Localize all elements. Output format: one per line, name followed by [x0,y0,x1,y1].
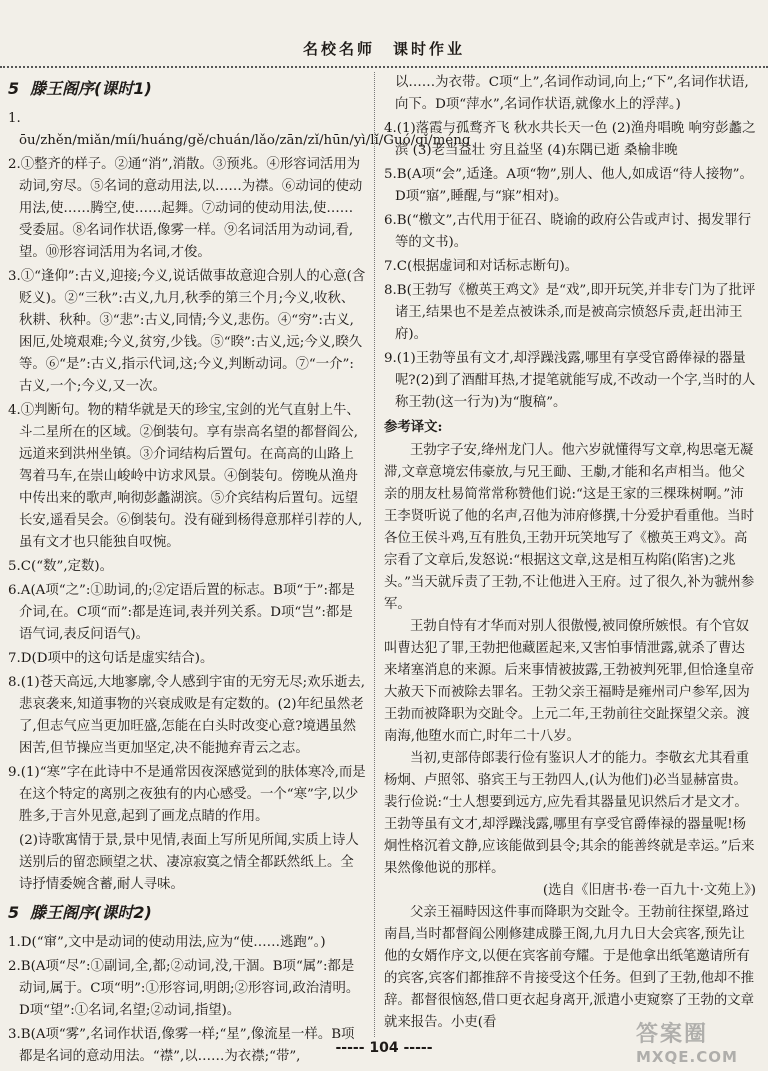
answer-9-1: 9.(1)“寒”字在此诗中不是通常因夜深感觉到的肤体寒冷,而是在这个特定的离别之夜独有的内心感受。一个“寒”字,以少胜多,于言外见意,起到了画龙点睛的作用。 [8,765,366,824]
answer-s2-3-cont: 以……为衣带。C项“上”,名词作动词,向上;“下”,名词作状语,向下。D项“萍水”,名词作状语,就像水上的浮萍。) [395,75,749,112]
answer-s2-7: 7.C(根据虚词和对话标志断句)。 [384,259,579,274]
translation-source: (选自《旧唐书·卷一百九十·文苑上》) [542,883,756,898]
section-title-text: 滕王阁序(课时2) [30,903,152,922]
answer-9-2: (2)诗歌寓情于景,景中见情,表面上写所见所闻,实质上诗人送别后的留恋顾望之状、凄凉寂寞之情全都跃然纸上。全诗抒情委婉含蓄,耐人寻味。 [19,833,359,892]
watermark-text: 答案圈 [636,1022,709,1047]
page-header [0,38,768,66]
translation-paragraph: 当初,吏部侍郎裴行俭有鉴识人才的能力。李敬玄尤其看重杨炯、卢照邻、骆宾王与王勃四人,(认为他们)必当显赫富贵。裴行俭说:“士人想要到远方,应先看其器量见识然后才是文才。王勃等虽有文才,却浮躁浅露,哪里有享受官爵俸禄的器量呢!杨炯性格沉着文静,应该能做到县令;其余的能善终就是幸运。”后来果然像他说的那样。 [384,751,755,876]
section-number: 5 [8,79,20,98]
answer-3: 3.①“逢仰”:古义,迎接;今义,说话做事故意迎合别人的心意(含贬义)。②“三秋”:古义,九月,秋季的第三个月;今义,收秋、秋耕、秋种。③“悲”:古义,同情;今义,悲伤。④“穷”:古义,困厄,处境艰难;今义,贫穷,少钱。⑤“睽”:古义,远;今义,睽久等。⑥“是”:古义,指示代词,这;今义,判断动词。⑦“一介”:古义,一个;今义,又一次。 [8,269,366,394]
watermark-url: MXQE.COM [636,1048,738,1066]
right-column [384,72,756,1052]
answer-s2-1: 1.D(“窜”,文中是动词的使动用法,应为“使……逃跑”。) [8,935,326,950]
answer-7: 7.D(D项中的这句话是虚实结合)。 [8,651,214,666]
translation-paragraph: 王勃自恃有才华而对别人很傲慢,被同僚所嫉恨。有个官奴叫曹达犯了罪,王勃把他藏匿起来,又害怕事情泄露,就杀了曹达来堵塞消息的来源。后来事情被披露,王勃被判死罪,但恰逢皇帝大赦天下而被除去罪名。王勃父亲王福畤是雍州司户参军,因为王勃而被降职为交趾令。上元二年,王勃前往交趾探望父亲。渡南海,他堕水而亡,时年二十八岁。 [384,619,755,744]
answer-s2-2: 2.B(A项“尽”:①副词,全,都;②动词,没,干涸。B项“属”:都是动词,属于。C项“明”:①形容词,明朗;②形容词,政治清明。D项“望”:①名词,名望;②动词,指望)。 [8,959,360,1018]
translation-paragraph: 王勃字子安,绛州龙门人。他六岁就懂得写文章,构思毫无凝滞,文章意境宏伟豪放,与兄王勔、王勮,才能和名声相当。他父亲的朋友杜易简常常称赞他们说:“这是王家的三棵珠树啊。”沛王李贤听说了他的名声,召他为沛府修撰,十分爱护看重他。当时各位王侯斗鸡,互有胜负,王勃开玩笑地写了《檄英王鸡文》。高宗看了文章后,发怒说:“根据这文章,这是相互构陷(陷害)之兆头。”当天就斥责了王勃,不让他进入王府。过了很久,补为虢州参军。 [384,443,755,612]
answer-2: 2.①整齐的样子。②通“消”,消散。③预兆。④形容词活用为动词,穷尽。⑤名词的意动用法,以……为襟。⑥动词的使动用法,使……腾空,使……起舞。⑦动词的使动用法,使……受委屈。⑧名词作状语,像雾一样。⑨名词活用为动词,看,望。⑩形容词活用为名词,才俊。 [8,157,363,260]
column-divider [374,72,375,1037]
answer-6: 6.A(A项“之”:①助词,的;②定语后置的标志。B项“于”:都是介词,在。C项“而”:都是连词,表并列关系。D项“岂”:都是语气词,表反问语气)。 [8,583,355,642]
translation-paragraph: 父亲王福畤因这件事而降职为交趾令。王勃前往探望,路过南昌,当时都督阎公刚修建成滕王阁,九月九日大会宾客,预先让他的女婿作序文,以便在宾客前夸耀。于是他拿出纸笔邀请所有的宾客,宾客们都推辞不肯接受这个任务。但到了王勃,他却不推辞。都督很恼怒,借口更衣起身离开,派遣小吏窥察了王勃的文章就来报告。小吏(看 [384,905,755,1030]
answer-s2-9: 9.(1)王勃等虽有文才,却浮躁浅露,哪里有享受官爵俸禄的器量呢?(2)到了酒酣耳热,才提笔就能写成,不改动一个字,当时的人称王勃(这一行为)为“腹稿”。 [384,351,756,410]
answer-s2-8: 8.B(王勃写《檄英王鸡文》是“戏”,即开玩笑,并非专门为了批评诸王,结果也不是差点被诛杀,而是被高宗愤怒斥责,赶出沛王府)。 [384,283,756,342]
section-title-1 [8,76,366,102]
answer-s2-5: 5.B(A项“会”,适逢。A项“物”,别人、他人,如成语“待人接物”。D项“寤”,睡醒,与“寐”相对)。 [384,167,753,204]
answer-s2-6: 6.B(“檄文”,古代用于征召、晓谕的政府公告或声讨、揭发罪行等的文书)。 [384,213,752,250]
section-title-text: 滕王阁序(课时1) [30,79,152,98]
header-left: 名校名师 [302,40,375,58]
section-title-2 [8,900,366,926]
header-rule [0,66,768,68]
answer-4: 4.①判断句。物的精华就是天的珍宝,宝剑的光气直射上牛、斗二星所在的区域。②倒装句。享有崇高名望的都督阎公,远道来到洪州坐镇。③介词结构后置句。在高高的山路上驾着马车,在崇山峻岭中访求风景。④倒装句。傍晚从渔舟中传出来的歌声,响彻彭蠡湖滨。⑤介宾结构后置句。远望长安,遥看吴会。⑥倒装句。没有碰到杨得意那样引荐的人,虽有文才也只能独自叹惋。 [8,403,363,550]
answer-s2-4: 4.(1)落霞与孤鹜齐飞 秋水共长天一色 (2)渔舟唱晚 响穷彭蠡之滨 (3)老当益壮 穷且益坚 (4)东隅已逝 桑榆非晚 [384,121,756,158]
answer-8: 8.(1)苍天高远,大地寥廓,令人感到宇宙的无穷无尽;欢乐逝去,悲哀袭来,知道事物的兴衰成败是有定数的。(2)年纪虽然老了,但志气应当更加旺盛,怎能在白头时改变心意?境遇虽然困苦,但节操应当更加坚定,决不能抛弃青云之志。 [8,675,366,756]
header-right: 课时作业 [393,40,466,58]
section-number: 5 [8,903,20,922]
answer-1: 1. ōu/zhěn/miǎn/míi/huáng/gě/chuán/lǎo/zān/zǐ/hūn/yì/lǐ/Guó/qǐ/méng [8,111,471,148]
watermark-logo [636,1022,760,1066]
translation-heading: 参考译文: [384,419,443,435]
page-number: ----- 104 ----- [335,1040,433,1056]
answer-s2-3: 3.B(A项“雾”,名词作状语,像雾一样;“星”,像流星一样。B项都是名词的意动用法。“襟”,以……为衣襟;“带”, [8,1027,355,1064]
answer-5: 5.C(“数”,定数)。 [8,559,113,574]
